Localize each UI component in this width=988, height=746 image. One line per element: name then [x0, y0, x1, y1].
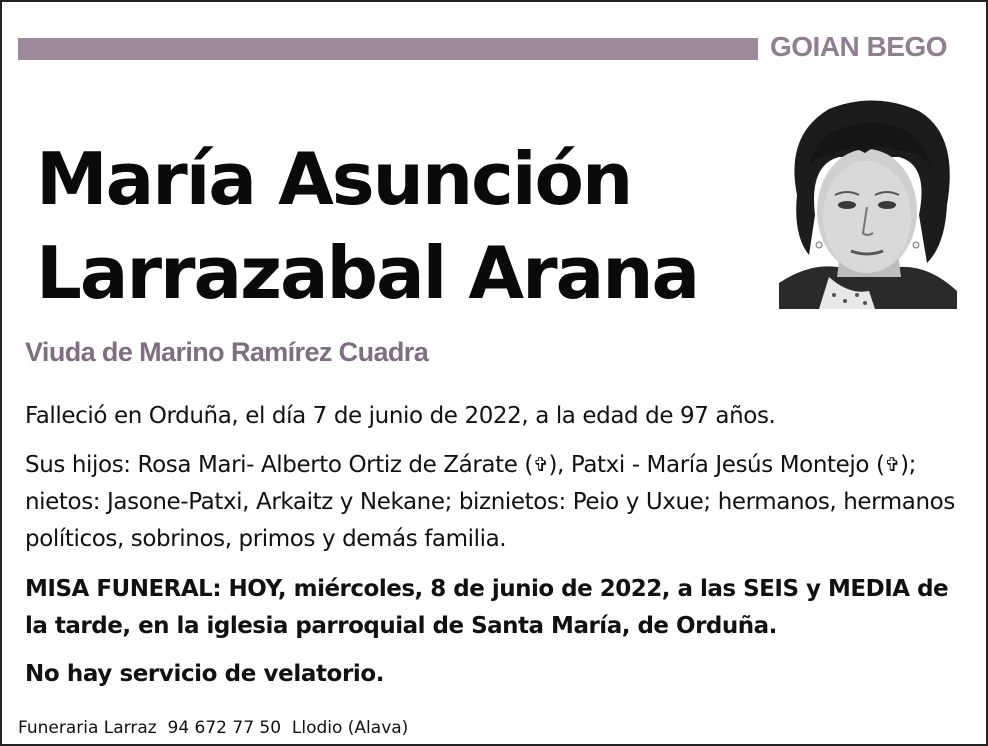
funeral-mass-notice: MISA FUNERAL: HOY, miércoles, 8 de junio de 2022, a las SEIS y MEDIA de la tarde, en la iglesia parroquial de Santa María, de Orduña. — [25, 576, 949, 639]
wake-notice: No hay servicio de velatorio. — [25, 661, 385, 687]
section-label: GOIAN BEGO — [770, 31, 948, 62]
cross-icon: ✞ — [532, 454, 549, 476]
family-text-1: Sus hijos: Rosa Mari- Alberto Ortiz de Zárate ( — [25, 452, 533, 478]
death-notice: Falleció en Orduña, el día 7 de junio de 2022, a la edad de 97 años. — [25, 403, 776, 429]
portrait-image — [779, 95, 957, 309]
cross-icon: ✞ — [884, 454, 901, 476]
header-band — [18, 38, 758, 60]
family-list — [25, 447, 965, 558]
name-line-2: Larrazabal Arana — [36, 231, 699, 315]
family-text-3: ); nietos: Jasone-Patxi, Arkaitz y Nekane; biznietos: Peio y Uxue; hermanos, hermanos políticos, sobrinos, primos y demás familia. — [25, 452, 955, 552]
name-line-1: María Asunción — [36, 137, 632, 221]
family-text-2: ), Patxi - María Jesús Montejo ( — [548, 452, 885, 478]
portrait-photo — [779, 95, 957, 309]
widow-subtitle: Viuda de Marino Ramírez Cuadra — [25, 337, 429, 367]
deceased-name — [36, 132, 756, 320]
funeral-home-footer: Funeraria Larraz 94 672 77 50 Llodio (Alava) — [18, 718, 409, 738]
